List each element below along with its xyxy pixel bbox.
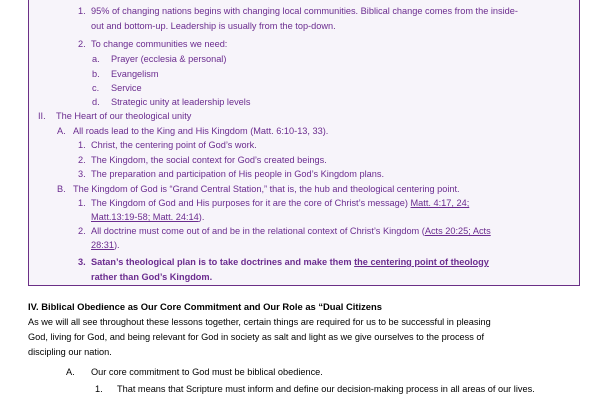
item-number: 2. [78, 226, 86, 236]
sub-text: Prayer (ecclesia & personal) [111, 54, 227, 64]
item-text: The preparation and participation of His people in God’s Kingdom plans. [91, 169, 384, 179]
item-text: The Kingdom, the social context for God’s created beings. [91, 155, 327, 165]
item-text-part: All doctrine must come out of and be in the relational context of Christ’s Kingdom ( [91, 226, 425, 236]
sub-letter: a. [92, 54, 100, 64]
item-text-part: ). [114, 240, 120, 250]
item-number: 1. [78, 140, 86, 150]
subsection-letter: B. [57, 184, 66, 194]
sub-text: Service [111, 83, 142, 93]
item-number: 3. [78, 257, 86, 267]
subsection-text: The Kingdom of God is “Grand Central Station,” that is, the hub and theological centering point. [73, 184, 460, 194]
subsection-letter: A. [57, 126, 66, 136]
item-number: 1. [78, 6, 86, 16]
item-text [91, 197, 469, 209]
sub-letter: d. [92, 97, 100, 107]
scripture-reference: 28:31 [91, 240, 114, 250]
item-text: 95% of changing nations begins with changing local communities. Biblical change comes from the inside- [91, 6, 518, 16]
sub-text: Strategic unity at leadership levels [111, 97, 251, 107]
item-text-emphasis [91, 256, 489, 268]
subsection-text: Our core commitment to God must be biblical obedience. [91, 367, 323, 377]
item-text: To change communities we need: [91, 39, 228, 49]
section-number: II. [38, 111, 46, 121]
paragraph-line: discipling our nation. [28, 347, 112, 357]
item-text-part: Satan’s theological plan is to take doctrines and make them [91, 257, 355, 267]
paragraph-line: God, living for God, and being relevant for God in society as salt and light as we give ourselves to the process of [28, 332, 485, 342]
item-text: That means that Scripture must inform and define our decision-making process in all areas of our lives. [117, 384, 535, 394]
item-text-part: The Kingdom of God and His purposes for it are the core of Christ’s message) [91, 198, 408, 208]
item-number: 1. [95, 384, 103, 394]
subsection-letter: A. [66, 367, 75, 377]
sub-letter: b. [92, 69, 100, 79]
section-title: The Heart of our theological unity [56, 111, 192, 121]
sub-text: Evangelism [111, 69, 159, 79]
scripture-reference: Acts 20:25; Acts [424, 226, 491, 236]
item-number: 3. [78, 169, 86, 179]
section-heading: IV. Biblical Obedience as Our Core Commitment and Our Role as “Dual Citizens [28, 301, 382, 312]
emphasis-underlined: the centering point of theology [354, 257, 489, 267]
scripture-reference: Matt.13:19-58; Matt. 24:14 [91, 212, 199, 222]
item-text-emphasis: rather than God’s Kingdom. [91, 272, 213, 282]
item-text [91, 225, 491, 237]
item-text-part: ). [198, 212, 205, 222]
item-text [91, 211, 204, 223]
item-number: 2. [78, 39, 86, 49]
item-number: 2. [78, 155, 86, 165]
paragraph-line: As we will all see throughout these lessons together, certain things are required for us to be successful in pleasing [28, 317, 491, 327]
item-text: Christ, the centering point of God’s work. [91, 140, 257, 150]
item-text: out and bottom-up. Leadership is usually from the top-down. [91, 21, 336, 31]
sub-letter: c. [92, 83, 100, 93]
scripture-reference: Matt. 4:17, 24; [410, 198, 470, 208]
item-text [91, 239, 120, 251]
item-number: 1. [78, 198, 86, 208]
subsection-text: All roads lead to the King and His Kingdom (Matt. 6:10-13, 33). [73, 126, 329, 136]
